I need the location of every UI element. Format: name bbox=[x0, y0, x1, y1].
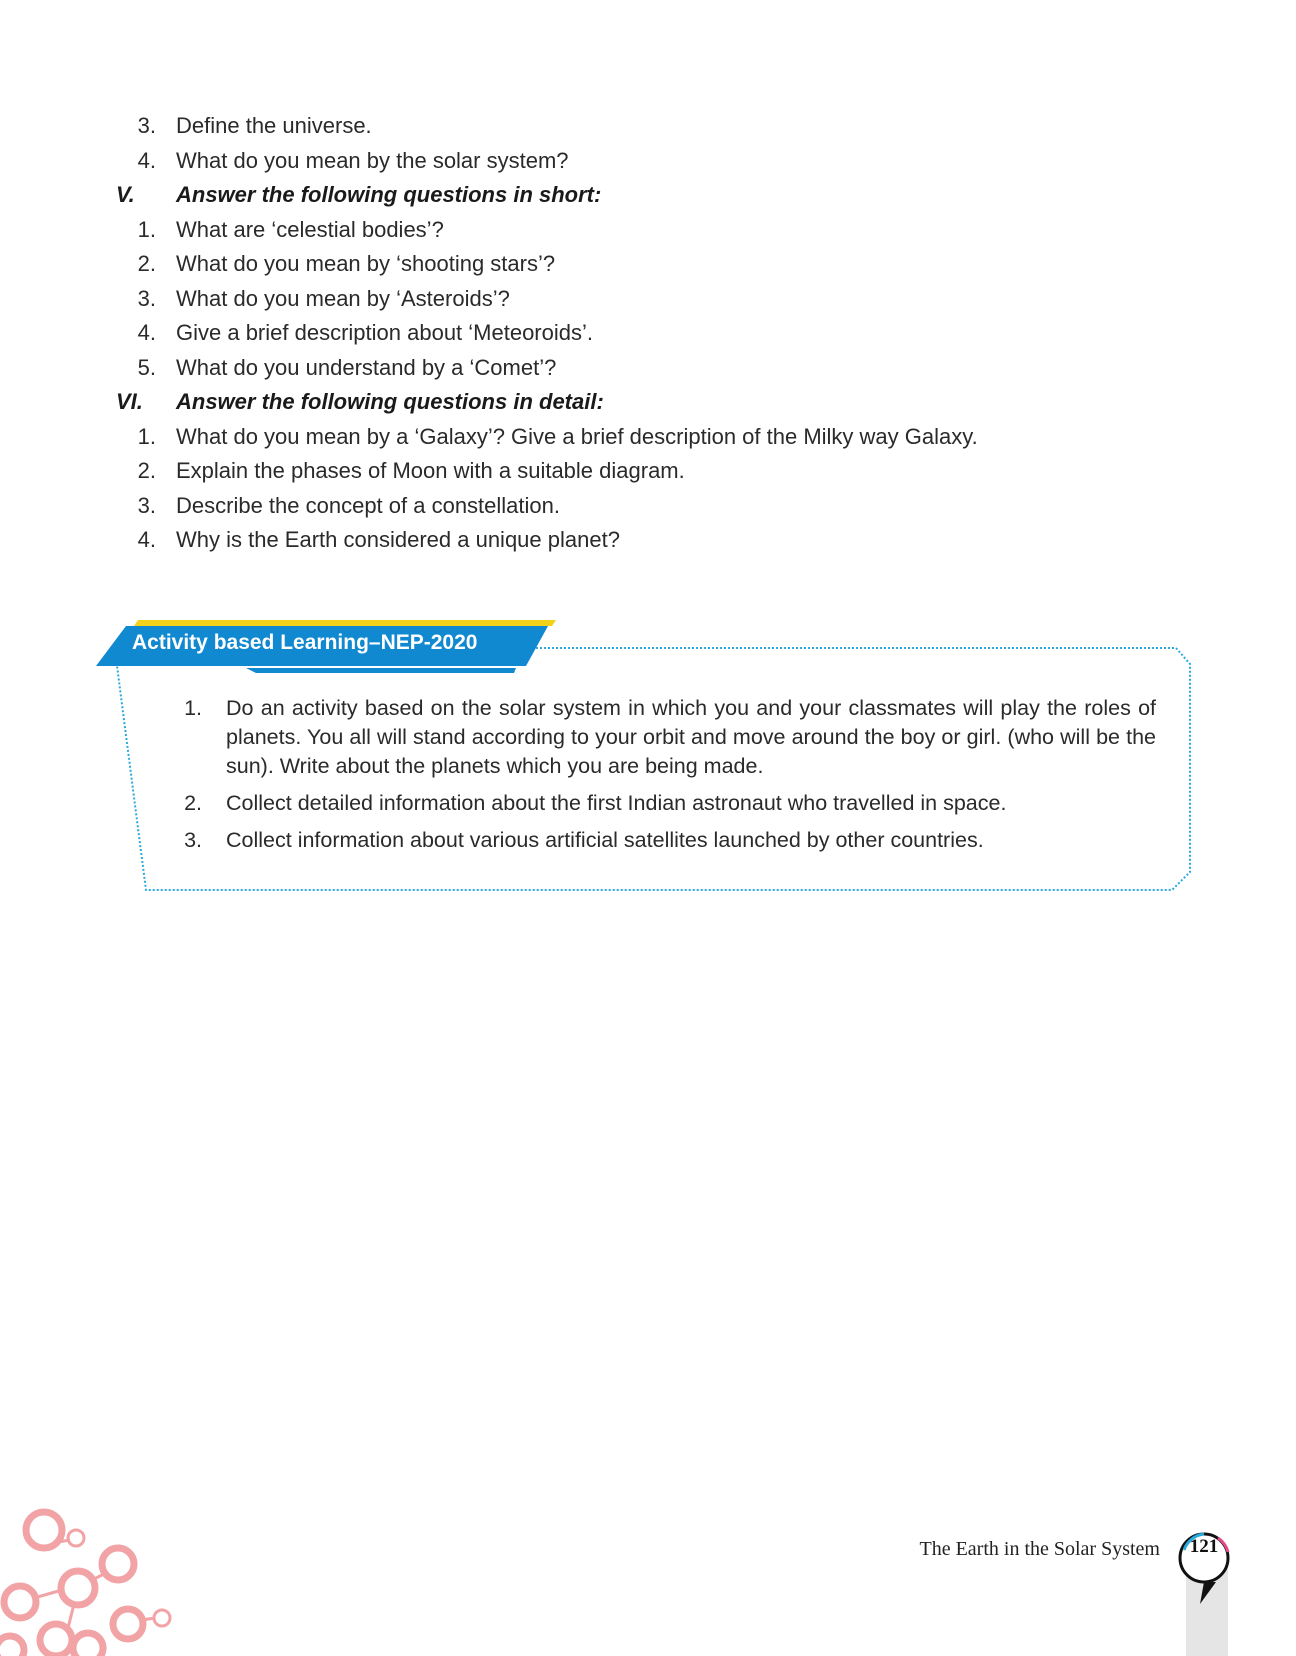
item-number: 3. bbox=[137, 285, 156, 311]
question-item bbox=[124, 213, 1124, 248]
molecule-decoration-icon bbox=[0, 1500, 190, 1656]
item-number: 1. bbox=[137, 423, 156, 449]
item-text: Why is the Earth considered a unique planet? bbox=[176, 527, 620, 552]
activity-item bbox=[176, 694, 1156, 781]
section-number: V. bbox=[116, 182, 135, 207]
item-text: Do an activity based on the solar system in which you and your classmates will play the roles of planets. You all will stand according to your orbit and move around the boy or girl. (who will be the sun). Write about the planets which you are being made. bbox=[226, 696, 1156, 778]
item-text: What do you mean by ‘Asteroids’? bbox=[176, 285, 510, 311]
section-title: Answer the following questions in detail: bbox=[176, 389, 604, 414]
activity-item bbox=[176, 789, 1156, 818]
item-number: 3. bbox=[184, 828, 202, 852]
item-text: Define the universe. bbox=[176, 113, 372, 138]
question-item bbox=[124, 316, 1124, 351]
activity-title: Activity based Learning–NEP-2020 bbox=[132, 631, 478, 654]
item-number: 4. bbox=[137, 147, 156, 173]
question-item bbox=[124, 109, 1124, 144]
section-heading bbox=[116, 385, 1124, 420]
item-number: 1. bbox=[184, 696, 202, 720]
item-number: 2. bbox=[184, 791, 202, 815]
item-text: What do you mean by ‘shooting stars’? bbox=[176, 251, 556, 276]
question-item bbox=[124, 523, 1124, 558]
question-item bbox=[124, 454, 1124, 489]
item-text: Give a brief description about ‘Meteoroids’. bbox=[176, 320, 593, 345]
question-item bbox=[124, 351, 1124, 386]
section-heading bbox=[116, 178, 1124, 213]
question-list bbox=[116, 109, 1124, 558]
item-number: 3. bbox=[137, 113, 156, 138]
activity-box bbox=[96, 614, 1194, 896]
item-text: Collect detailed information about the first Indian astronaut who travelled in space. bbox=[226, 791, 1007, 815]
item-text: Collect information about various artificial satellites launched by other countries. bbox=[226, 828, 984, 852]
item-number: 2. bbox=[137, 458, 156, 483]
item-number: 5. bbox=[137, 354, 156, 380]
chapter-title-footer: The Earth in the Solar System bbox=[919, 1538, 1160, 1560]
section-title: Answer the following questions in short: bbox=[176, 182, 602, 207]
question-item bbox=[124, 247, 1124, 282]
item-text: What are ‘celestial bodies’? bbox=[176, 216, 444, 242]
banner-yellow-stripe bbox=[134, 620, 556, 626]
item-text: What do you mean by the solar system? bbox=[176, 147, 569, 173]
item-text: What do you understand by a ‘Comet’? bbox=[176, 354, 557, 380]
item-number: 2. bbox=[137, 251, 156, 276]
banner-lower-stripe bbox=[246, 668, 516, 673]
section-number: VI. bbox=[116, 389, 143, 414]
question-item bbox=[124, 144, 1124, 179]
item-number: 3. bbox=[137, 492, 156, 518]
item-number: 4. bbox=[137, 527, 156, 552]
question-item bbox=[124, 420, 1124, 455]
item-text: What do you mean by a ‘Galaxy’? Give a brief description of the Milky way Galaxy. bbox=[176, 423, 978, 449]
activity-item bbox=[176, 826, 1156, 855]
item-number: 1. bbox=[137, 216, 156, 242]
item-text: Describe the concept of a constellation. bbox=[176, 492, 561, 518]
page-number: 121 bbox=[1189, 1536, 1219, 1557]
item-number: 4. bbox=[137, 320, 156, 345]
question-item bbox=[124, 489, 1124, 524]
item-text: Explain the phases of Moon with a suitable diagram. bbox=[176, 458, 685, 483]
activity-list bbox=[176, 694, 1156, 863]
question-item bbox=[124, 282, 1124, 317]
